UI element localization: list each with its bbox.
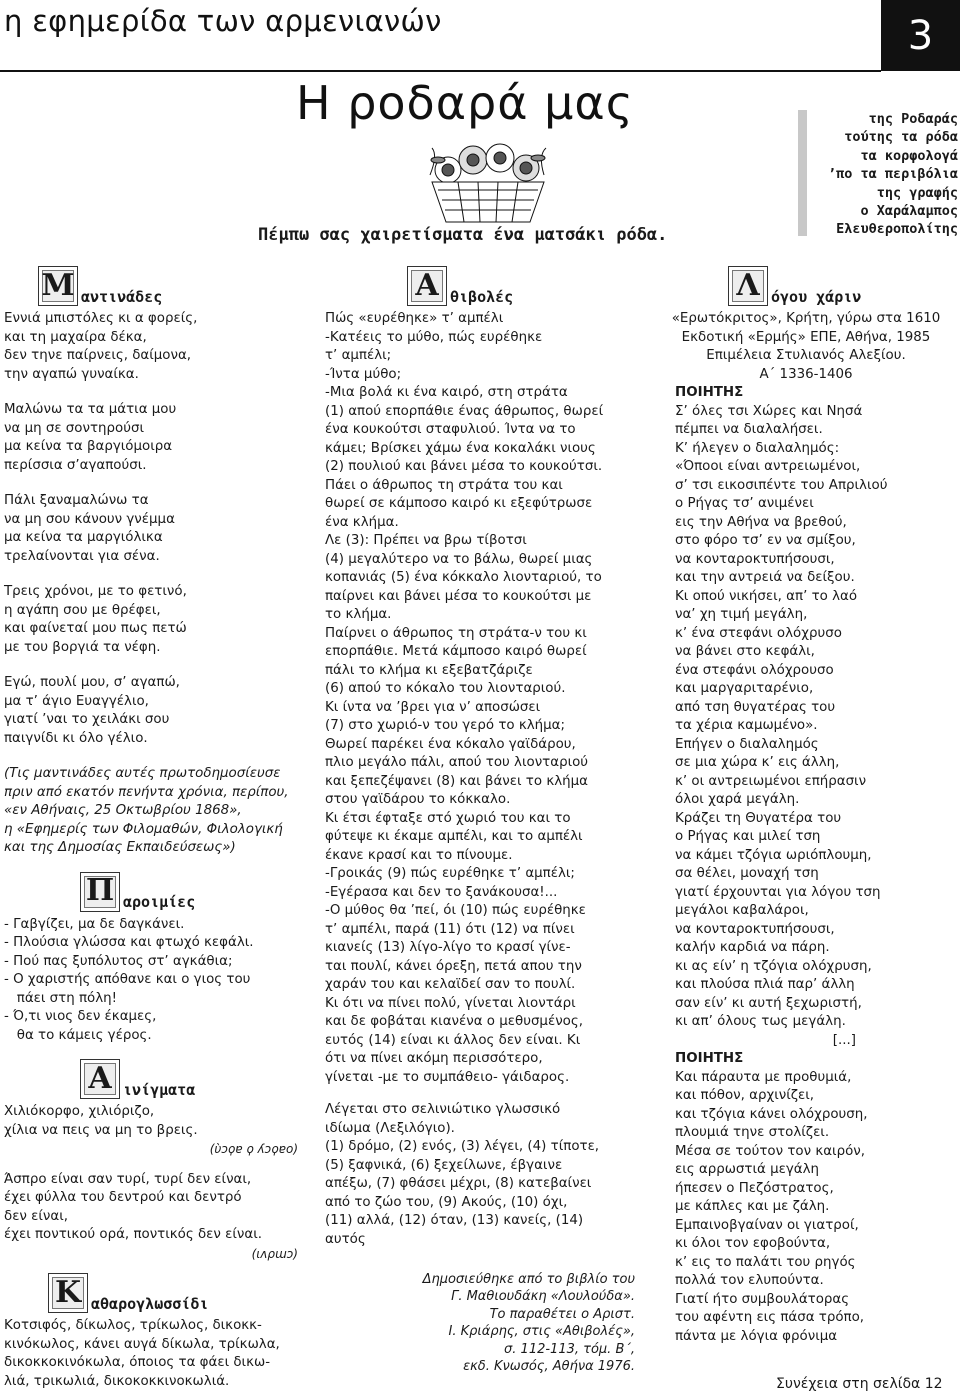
glossary-title (325, 1101, 635, 1138)
verse-line: η αγάπη σου με θρέφει, (4, 602, 161, 618)
text-line: (2) πουλιού και βάνει μέσα το κουκούτσι. (325, 459, 603, 474)
text-line: εις αρρωστιά μεγάλη (675, 1162, 820, 1177)
verse-line: και τη μαχαίρα δέκα, (4, 329, 147, 345)
drop-cap: Λ (728, 266, 768, 306)
text-line: κι όλοι τον εφοβούντα, (675, 1236, 831, 1251)
text-line: Σ’ όλες τσι Χώρες και Νησά (675, 403, 863, 419)
sidebar-line: Ελευθεροπολίτης (836, 221, 958, 238)
stanza (4, 401, 304, 475)
text-line: ευτός (14) είναι κι άλλος δεν είναι. Κι (325, 1032, 581, 1048)
text-line: τα χέρια καμωμένο». (675, 718, 818, 733)
text-line: από τση θυγατέρας του (675, 699, 836, 715)
text-line: Εκδοτική «Ερμής» ΕΠΕ, Αθήνα, 1985 (681, 329, 931, 345)
continued-on-page: Συνέχεια στη σελίδα 12 (776, 1376, 943, 1392)
verse-line: μα κείνα τα βαργιόμοιρα (4, 439, 173, 454)
text-line: - Πού πας ξυπόλυτος στ’ αγκάθια; (4, 953, 233, 969)
text-line: (Τις μαντινάδες αυτές πρωτοδημοσίευσε (4, 766, 281, 781)
text-line: πλιο μεγάλο πάλι, απού του λιονταριού (325, 755, 589, 770)
sidebar-line: ’πο τα περιβόλια (827, 166, 958, 183)
text-line: θα το κάμεις γέρος. (4, 1027, 152, 1043)
text-line: κι ας είν’ η τζόγια ολόχρυση, (675, 958, 872, 974)
text-line: και πόθον, αρχινίζει, (675, 1088, 815, 1103)
text-line: Μέσα σε τούτον τον καιρόν, (675, 1143, 866, 1159)
mantinades-heading (38, 266, 304, 306)
text-line: έχει φύλλα του δεντρού και δεντρό (4, 1190, 242, 1205)
text-line: Πάει ο άθρωπος τη στράτα του και (325, 477, 563, 493)
text-line: (7) στο χωριό-ν του γερό το κλήμα; (325, 718, 566, 733)
column-right (656, 266, 956, 1346)
main-title: Η ροδαρά μας (296, 76, 634, 130)
text-line: παίρνει και βάνει μέσα το κουκούτσι με (325, 588, 592, 604)
poet-label: ΠΟΙΗΤΗΣ (675, 385, 744, 400)
erotokritos-intro (656, 310, 956, 384)
text-line: Κι έτσι έφταξε στό χωριό του και το (325, 810, 571, 826)
ainigmata-heading (80, 1059, 304, 1099)
text-line: κάμει; Βρίσκει χάμω ένα κοκαλάκι νιους (325, 440, 596, 456)
text-line: δικοκκοκινόκωλα, όποιος τα φάει δικω- (4, 1355, 271, 1370)
text-line: (1) απού επορπάθιε ένας άθρωπος, θωρεί (325, 403, 604, 419)
text-line: Κι οπού νικήσει, απ’ το λαό (675, 588, 858, 604)
sidebar-line: τούτης τα ρόδα (844, 129, 958, 146)
text-line: πάει στη πόλη! (4, 990, 118, 1006)
text-line: Πώς «ευρέθηκε» τ’ αμπέλι (325, 311, 504, 326)
text-line: (6) απού το κόκαλο του λιονταριού. (325, 681, 566, 696)
text-line: χίλια να πεις να μη το βρεις. (4, 1122, 198, 1138)
newspaper-title: η εφημερίδα των αρμενιανών (4, 4, 442, 38)
drop-cap: Κ (48, 1273, 88, 1313)
text-line: Α΄ 1336-1406 (759, 366, 853, 382)
poet-label: ΠΟΙΗΤΗΣ (675, 1051, 744, 1066)
text-line: φύτεψε κι έκαμε αμπέλι, και το αμπέλι (325, 829, 583, 844)
text-line: εις την Αθήνα να βρεθού, (675, 514, 847, 530)
drop-cap: Π (80, 872, 120, 912)
text-line: του αφέντη εις πάσα τρόπο, (675, 1310, 865, 1325)
text-line: - Πλούσια γλώσσα και φτωχό κεφάλι. (4, 935, 254, 950)
section-title: αντινάδες (81, 287, 163, 306)
athivoles-heading (407, 266, 635, 306)
text-line: αυτός (325, 1231, 366, 1247)
verse-line: και φαίνεταί μου πως πετώ (4, 621, 187, 636)
text-line: Δημοσιεύθηκε από το βιβλίο του (422, 1272, 635, 1287)
text-line: να κονταροκτυπήσουσι, (675, 921, 835, 937)
text-line: δεν είναι, (4, 1208, 69, 1224)
text-line: πριν από εκατόν πενήντα χρόνια, περίπου, (4, 784, 289, 800)
text-line: απέξω, (7) φθάσει μέχρι, (8) κατεβαίνει (325, 1176, 592, 1191)
text-line: (11) αλλά, (12) όταν, (13) κανείς, (14) (325, 1213, 584, 1228)
text-line: καλήν καρδιά να πάρη. (675, 940, 830, 955)
text-line: σαν είν’ κι αυτή ξεχωριστή, (675, 995, 862, 1011)
text-line: έκανε κρασί και το πίνουμε. (325, 847, 513, 863)
text-line: σ. 112-113, τόμ. Β΄, (504, 1341, 635, 1357)
text-line: σ’ τσι εικοσιπέντε του Απριλιού (675, 477, 888, 493)
text-line: «Ερωτόκριτος», Κρήτη, γύρω στα 1610 (671, 311, 941, 326)
text-line: να κονταροκτυπήσουσι, (675, 551, 835, 567)
verse-line: Πάλι ξαναμαλώνω τα (4, 493, 149, 508)
verse-line: περίσσια σ’αγαπούσι. (4, 457, 147, 473)
section-title: ινίγματα (123, 1080, 196, 1099)
verse-line: τρελαίνονται για σένα. (4, 548, 160, 564)
text-line: (1) δρόμο, (2) ενός, (3) λέγει, (4) τίποτε, (325, 1139, 600, 1154)
text-line: Και πάραυτα με προθυμιά, (675, 1069, 852, 1085)
stanza (4, 674, 304, 748)
text-line: «Όποοι είναι αντρειωμένοι, (675, 459, 861, 474)
section-title: αροιμίες (123, 893, 196, 911)
riddle-2 (4, 1171, 304, 1245)
drop-cap: Α (407, 266, 447, 306)
text-line: (4) μεγαλύτερο να το βάλω, θωρεί μιας (325, 551, 593, 567)
verses-part-1 (656, 403, 956, 1032)
text-line: με κάπλες και με ζάλη. (675, 1199, 830, 1214)
text-line: πέμπει να διαλαλήσει. (675, 422, 823, 437)
column-middle (325, 266, 635, 1375)
text-line: και πλούσα πλιά παρ’ άλλη (675, 977, 855, 992)
sidebar-line: τα κορφολογά (860, 147, 958, 164)
text-line: Το παραθέτει ο Αριστ. (489, 1306, 635, 1322)
drop-cap: Α (80, 1059, 120, 1099)
sidebar-line: της Ροδαράς (868, 111, 958, 127)
katharoglossidi-heading (48, 1273, 304, 1313)
text-line: Λέγεται στο σελινιώτικο γλωσσικό (325, 1102, 561, 1117)
text-line: ιδίωμα (Λεξιλόγιο). (325, 1120, 455, 1136)
text-line: γίνεται -με το συμπάθειο- γάιδαρος. (325, 1069, 570, 1085)
verse-line: παιγνίδι κι όλο γέλιο. (4, 730, 148, 746)
rose-basket-illustration (418, 130, 558, 230)
text-line: -Γροικάς (9) πώς ευρέθηκε τ’ αμπέλι; (325, 866, 575, 881)
text-line: κ’ ένα στεφάνι ολόχρυσο (675, 625, 842, 641)
text-line: -Εγέρασα και δεν το ξανάκουσα!... (325, 884, 558, 900)
text-line: τ’ αμπέλι; (325, 348, 392, 363)
text-line: σα θέλει, μοναχή τση (675, 866, 819, 881)
text-line: Ι. Κριάρης, στις «Αθιβολές», (448, 1324, 635, 1340)
text-line: και την αντρειά να δείξου. (675, 570, 855, 585)
text-line: Κι ίντα να ’βρει για ν’ αποσώσει (325, 699, 541, 715)
text-line: κι απ’ όλους τως μεγάλη. (675, 1014, 846, 1029)
text-line: Άσπρο είναι σαν τυρί, τυρί δεν είναι, (4, 1171, 252, 1187)
text-line: Κοτσιφός, δίκωλος, τρίκωλος, δικοκκ- (4, 1318, 262, 1333)
text-line: κιανείς (13) λίγο-λίγο το κρασί γίνε- (325, 940, 571, 955)
text-line: και δε φοβάται κιανένα ο μεθυσμένος, (325, 1014, 583, 1029)
text-line: (5) ξαφνικά, (6) ξεχείλωνε, έβγαινε (325, 1157, 563, 1173)
text-line: Κ’ ήλεγεν ο διαλαλημός: (675, 440, 840, 456)
section-title: όγου χάριν (771, 287, 862, 306)
stanza (4, 583, 304, 657)
text-line: Επιμέλεια Στυλιανός Αλεξίου. (706, 348, 906, 363)
verse-line: με του βοργιά τα νέφη. (4, 639, 161, 655)
verse-line: Εγώ, πουλί μου, σ’ αγαπώ, (4, 675, 180, 690)
stanza (4, 310, 304, 384)
text-line: - Ο χαριστής απόθανε και ο γιος του (4, 972, 251, 987)
glossary (325, 1138, 635, 1249)
verse-line: Τρεις χρόνοι, με το φετινό, (4, 584, 187, 599)
text-line: κ’ οι αντρειωμένοι επήρασιν (675, 773, 867, 789)
verses-part-2 (656, 1069, 956, 1347)
text-line: -Μια βολά κι ένα καιρό, στη στράτα (325, 385, 568, 400)
text-line: θωρεί σε κάμποσο καιρό κι εξεφύτρωσε (325, 496, 593, 511)
verse-line: την αγαπώ γυναίκα. (4, 366, 139, 382)
text-line: η «Εφημερίς των Φιλομαθών, Φιλολογική (4, 821, 283, 837)
riddle-1-answer: (ὺɔϙɐ ϙ ʎɔϙɐο) (209, 1142, 298, 1156)
subtitle: Πέμπω σας χαιρετίσματα ένα ματσάκι ρόδα. (258, 225, 668, 245)
drop-cap: Μ (38, 266, 78, 306)
verse-line: δεν τηνε παίρνεις, δαίμονα, (4, 348, 192, 363)
text-line: Επήγεν ο διαλαλημός (675, 736, 819, 752)
text-line: επορπάθιε. Μετά κάμποσο καιρό θωρεί (325, 644, 587, 659)
text-line: σε μια χώρα κ’ εις άλλη, (675, 755, 840, 770)
paroimies-heading (80, 872, 304, 912)
text-line: από το ζώο του, (9) Ακούς, (10) όχι, (325, 1194, 568, 1210)
text-line: - Γαβγίζει, μα δε δαγκάνει. (4, 916, 185, 932)
sidebar-note (800, 110, 958, 239)
text-line: -Κατέεις το μύθο, πώς ευρέθηκε (325, 329, 543, 345)
text-line: και τζόγια κάνει ολόχρουση, (675, 1106, 868, 1122)
text-line: ένα στεφάνι ολόχρουσο (675, 662, 834, 678)
text-line: ότι να πίνει ακόμη περισσότερο, (325, 1051, 543, 1066)
section-title: αθαρογλωσσίδι (91, 1294, 209, 1313)
verse-line: να μη σου κάνουν γνέμμα (4, 511, 175, 527)
text-line: -Ίντα μύθο; (325, 366, 402, 382)
text-line: και ξεπεζέψανει (8) και βάνει το κλήμα (325, 773, 588, 789)
verse-line: μα κείνα τα μαργιόλικα (4, 530, 163, 545)
ellipsis: [...] (832, 1032, 856, 1048)
text-line: όλοι χαρά μεγάλη. (675, 792, 800, 807)
text-line: Γιατί ήτο συμβουλάτορας (675, 1291, 850, 1307)
riddle-2-answer: (ιʌρɯɔ) (251, 1246, 298, 1261)
mantinades-note (4, 765, 304, 858)
text-line: κινόκωλος, κάνει αυγά δίκωλα, τρίκωλα, (4, 1336, 280, 1352)
sidebar-line: της γραφής (876, 184, 958, 201)
text-line: πάντα με λόγια φρόνιμα (675, 1328, 838, 1344)
text-line: στο φόρο τσ’ εν να σμίξου, (675, 533, 856, 548)
text-line: «εν Αθήναις, 25 Οκτωβρίου 1868», (4, 803, 242, 818)
text-line: ται πουλί, κάνει όρεξη, πετά απου την (325, 958, 582, 974)
text-line: έχει ποντικού ορά, ποντικός δεν είναι. (4, 1227, 263, 1242)
text-line: μεγάλοι καβαλάροι, (675, 903, 809, 918)
text-line: εκδ. Κνωσός, Αθήνα 1976. (463, 1359, 635, 1375)
text-line: ήπεσεν ο Πεζόστρατος, (675, 1180, 834, 1196)
text-line: πλουμιά τηνε στολίζει. (675, 1125, 830, 1140)
text-line: -Ο μύθος θα ’πεί, όι (10) πώς ευρέθηκε (325, 903, 586, 918)
text-line: πολλά τον ελυπούντα. (675, 1273, 824, 1288)
proverbs-list (4, 916, 304, 1046)
verse-line: Μαλώνω τα τα μάτια μου (4, 402, 177, 417)
text-line: χαράν του και κελαϊδεί σαν το πουλί. (325, 977, 576, 992)
text-line: γιατί έρχουνται για λόγου τση (675, 884, 881, 900)
text-line: Κι ότι να πίνει πολύ, γίνεται λιοντάρι (325, 995, 576, 1011)
text-line: κ’ εις το παλάτι του ρηγός (675, 1254, 856, 1270)
verse-line: μα τ’ άγιο Ευαγγέλιο, (4, 693, 149, 709)
text-line: ένα κουκούτσι σταφυλιού. Ίντα να το (325, 422, 576, 437)
text-line: Παίρνει ο άθρωπος τη στράτα-ν του κι (325, 625, 587, 641)
text-line: να κάμει τζόγια ωριόπλουμη, (675, 847, 872, 863)
tongue-twister (4, 1317, 304, 1391)
riddle-1 (4, 1103, 304, 1140)
section-title: θιβολές (450, 287, 514, 306)
verse-line: Εννιά μπιστόλες κι α φορείς, (4, 311, 198, 326)
text-line: κοπανιάς (5) ένα κόκκαλο λιονταριού, το (325, 570, 602, 585)
text-line: ο Ρήγας και μιλεί τση (675, 829, 821, 844)
text-line: Λε (3): Πρέπει να βρω τίβοτσι (325, 533, 527, 548)
text-line: - Ό,τι νιος δεν έκαμες, (4, 1009, 157, 1024)
text-line: ο Ρήγας τσ’ ανιμένει (675, 496, 814, 511)
text-line: Θωρεί παρέκει ένα κόκαλο γαϊδάρου, (325, 736, 576, 752)
athivoles-text (325, 310, 635, 1087)
mantinades-stanzas (4, 310, 304, 748)
verse-line: γιατί ’ναι το χειλάκι σου (4, 712, 170, 727)
logou-charin-heading (728, 266, 956, 306)
text-line: στου γαϊδάρου το κόκκαλο. (325, 792, 511, 807)
source-note (325, 1271, 635, 1375)
text-line: και της Δημοσίας Εκπαιδεύσεως») (4, 840, 236, 855)
text-line: Εμπαινοβγαίναν οι γιατροί, (675, 1217, 859, 1233)
text-line: και μαργαριταρένιο, (675, 681, 814, 696)
text-line: να’ χη τιμή μεγάλη, (675, 607, 808, 622)
text-line: να βάνει στο κεφάλι, (675, 644, 815, 659)
column-left (4, 266, 304, 1391)
text-line: Γ. Μαθιουδάκη «Λουλούδα». (451, 1289, 635, 1305)
stanza (4, 492, 304, 566)
text-line: Χιλιόκορφο, χιλιόριζο, (4, 1104, 155, 1119)
text-line: Κράζει τη Θυγατέρα του (675, 810, 842, 826)
text-line: τ’ αμπέλι, παρά (11) ότι (12) να πίνει (325, 921, 575, 937)
header-rule (0, 70, 881, 72)
text-line: το κλήμα. (325, 607, 392, 622)
text-line: λιά, τρικωλιά, δικοκοκκινοκωλιά. (4, 1373, 230, 1389)
text-line: ένα κλήμα. (325, 514, 399, 530)
verse-line: να μη σε σοντηρούσι (4, 420, 144, 436)
sidebar-line: ο Χαράλαμπος (860, 203, 958, 220)
text-line: πάλι το κλήμα κι εξεβατζάριζε (325, 662, 533, 678)
page-number: 3 (881, 0, 960, 71)
